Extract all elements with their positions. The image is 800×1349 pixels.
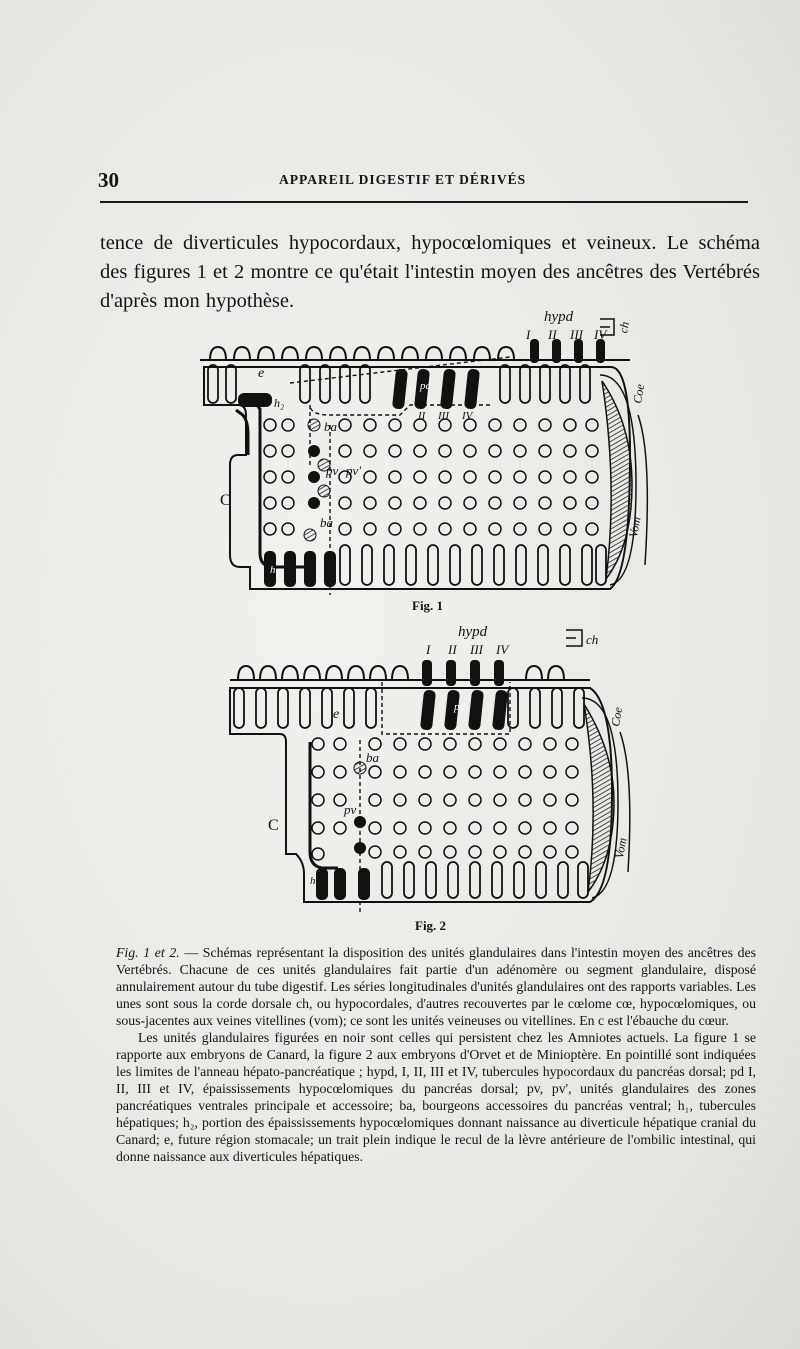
- fig1-label-IV: IV: [594, 327, 607, 342]
- fig2-label-II: II: [448, 642, 457, 657]
- figure-1-label: Fig. 1: [412, 598, 444, 613]
- fig1-label-e: e: [258, 366, 265, 381]
- fig1-label-coe: Coe: [630, 382, 648, 405]
- caption-lead: Fig. 1 et 2.: [116, 945, 180, 960]
- fig1-label-pv: pv: [326, 463, 339, 478]
- fig1-label-IV-low: IV: [462, 410, 473, 422]
- body-paragraph: tence de diverticules hypocordaux, hypocœlomiques et veineux. Le schéma des figures 1 et 2 montre ce qu'était l'intestin moyen des ancêtres des Vertébrés d'après mon hypothèse.: [100, 232, 760, 312]
- fig2-label-pv: pv: [344, 802, 357, 817]
- caption-paragraph-1: [116, 944, 756, 1029]
- fig2-label-c: C: [268, 817, 279, 834]
- fig1-label-ba-bottom: ba: [320, 515, 333, 530]
- fig1-label-hypd: hypd: [544, 309, 574, 325]
- fig1-label-pv-prime: pv': [346, 463, 362, 478]
- figure-2-label: Fig. 2: [415, 918, 447, 933]
- running-head: APPAREIL DIGESTIF ET DÉRIVÉS: [279, 172, 527, 187]
- fig2-label-coe: Coe: [608, 705, 626, 728]
- fig1-label-c: C: [220, 492, 231, 509]
- fig1-label-vom: Vom: [626, 515, 644, 539]
- fig1-label-III-low: III: [438, 410, 449, 422]
- fig1-label-ba-top: ba: [324, 419, 337, 434]
- fig2-label-I: I: [426, 642, 431, 657]
- fig2-label-pd: pd: [454, 701, 465, 713]
- figure-1-diagram: [190, 305, 660, 605]
- fig1-label-pd: pd: [420, 380, 431, 392]
- fig2-label-h1: h₁: [310, 875, 320, 887]
- fig1-label-h1: h₁: [270, 564, 280, 576]
- fig2-label-ba: ba: [366, 750, 379, 765]
- page-number: 30: [98, 168, 119, 192]
- fig1-label-III: III: [570, 327, 583, 342]
- page-header: [96, 168, 748, 192]
- figure-1: [190, 305, 660, 605]
- fig2-label-ch: ch: [586, 632, 599, 647]
- fig1-label-h2: h₂: [274, 396, 285, 410]
- fig1-label-ch: ch: [616, 320, 632, 335]
- figure-2: [210, 622, 650, 914]
- figure-caption: [116, 944, 756, 1165]
- fig1-label-II: II: [548, 327, 557, 342]
- fig2-label-IV: IV: [496, 642, 509, 657]
- fig1-label-II-low: II: [418, 410, 426, 422]
- caption-body-1: — Schémas représentant la disposition des unités glandulaires dans l'intestin moyen des ancêtres des Vertébrés. Chacune de ces unités glandulaires fait partie d'un adénomère ou segment glandulaire, disposé annulairement autour du tube digestif. Les séries longitudinales d'unités glandulaires ont des rapports variables. Les unes sont sous la corde dorsale ch, ou hypocordales, d'autres recouvertes par le cœlome cœ, hypocœlomiques, ou sous-jacentes aux veines vitellines (vom); ce sont les unités veineuses ou vitellines. En c est l'ébauche du cœur.: [116, 945, 756, 1028]
- header-rule: [100, 201, 748, 203]
- fig2-label-e: e: [333, 707, 340, 722]
- fig2-label-vom: Vom: [612, 836, 630, 860]
- fig2-label-III: III: [470, 642, 483, 657]
- figure-2-diagram: [210, 622, 650, 914]
- fig2-label-hypd: hypd: [458, 624, 488, 640]
- fig1-label-I: I: [526, 327, 531, 342]
- caption-paragraph-2: Les unités glandulaires figurées en noir sont celles qui persistent chez les Amniotes actuels. La figure 1 se rapporte aux embryons de Canard, la figure 2 aux embryons d'Orvet et de Minioptère. En pointillé sont indiquées les limites de l'anneau hépato-pancréatique ; hypd, I, II, III et IV, tubercules hypocordaux du pancréas dorsal; pd I, II, III et IV, épaississements hypocœlomiques du pancréas dorsal; pv, pv', unités glandulaires des zones pancréatiques ventrales principale et accessoire; ba, bourgeons accessoires du pancréas ventral; h₁, tubercules hépatiques; h₂, portion des épaississements hypocœlomiques donnant naissance au diverticule hépatique cranial du Canard; e, future région stomacale; un trait plein indique le recul de la lèvre antérieure de l'ombilic intestinal, qui donne naissance aux diverticules hépatiques.: [116, 1030, 756, 1164]
